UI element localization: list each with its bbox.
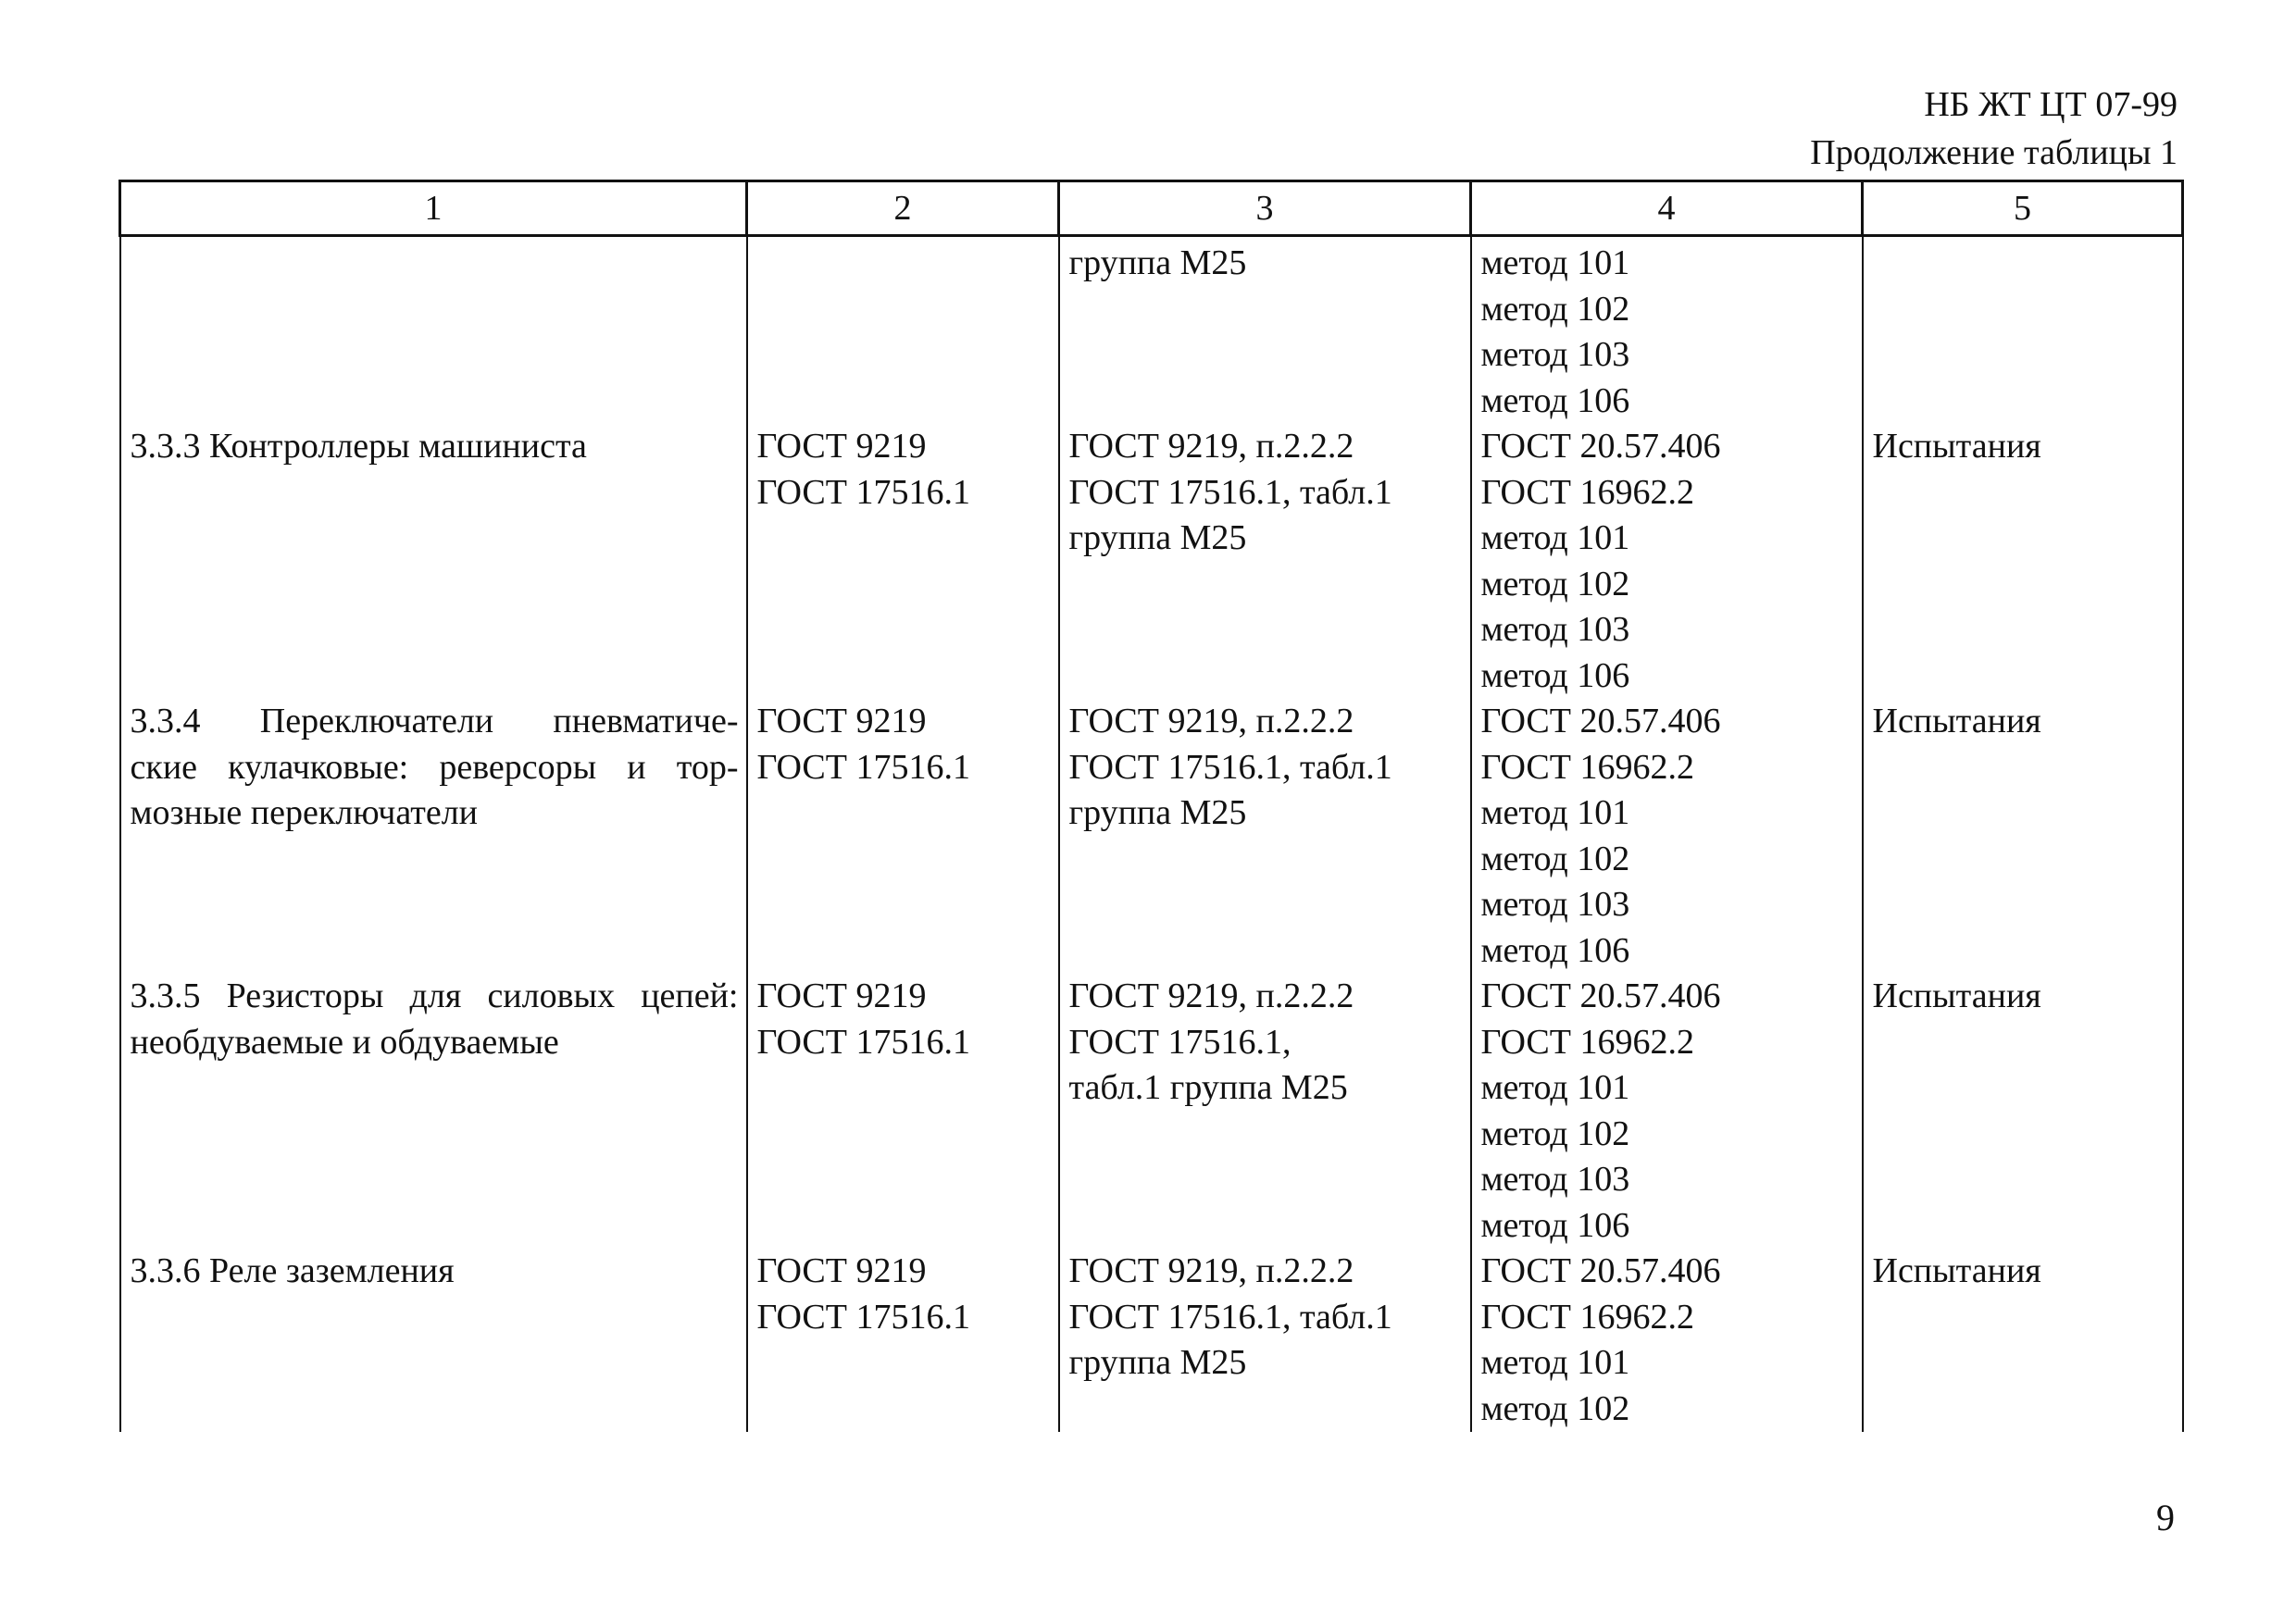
cell-item — [120, 974, 747, 1249]
cell-standard — [747, 1249, 1059, 1432]
cell-line: ГОСТ 17516.1, табл.1 — [1068, 747, 1392, 787]
cell-line: ГОСТ 17516.1, табл.1 — [1068, 1297, 1392, 1337]
cell-line: табл.1 группа М25 — [1068, 1068, 1348, 1107]
cell-line: 3.3.5 Резисторы для силовых цепей: — [130, 976, 739, 1015]
cell-line: ГОСТ 16962.2 — [1480, 1297, 1694, 1337]
cell-line: 3.3.4 Переключатели пневматиче- — [130, 702, 739, 740]
cell-line: 3.3.6 Реле заземления — [130, 1251, 455, 1290]
cell-requirement — [1059, 1249, 1471, 1432]
cell-line: ГОСТ 17516.1 — [756, 1297, 970, 1337]
cell-line: метод 106 — [1480, 655, 1630, 695]
cell-line: ГОСТ 20.57.406 — [1480, 702, 1721, 740]
column-header: 3 — [1059, 181, 1471, 236]
page-number: 9 — [2156, 1497, 2175, 1538]
cell-control-type — [1863, 424, 2183, 699]
cell-line: ГОСТ 20.57.406 — [1480, 976, 1721, 1015]
cell-test-method — [1471, 424, 1863, 699]
cell-line: ГОСТ 9219, п.2.2.2 — [1068, 702, 1354, 740]
column-header: 2 — [747, 181, 1059, 236]
table-row — [120, 236, 2183, 425]
table-row — [120, 424, 2183, 699]
cell-item — [120, 236, 747, 425]
cell-line: группа М25 — [1068, 518, 1247, 557]
cell-line: ГОСТ 9219, п.2.2.2 — [1068, 976, 1354, 1015]
table-row — [120, 1249, 2183, 1432]
cell-line: ГОСТ 9219 — [756, 1251, 927, 1290]
cell-standard — [747, 236, 1059, 425]
cell-line: метод 102 — [1480, 289, 1630, 329]
cell-line: ГОСТ 9219 — [756, 702, 927, 740]
cell-line: ГОСТ 17516.1 — [756, 1022, 970, 1062]
cell-line: метод 102 — [1480, 564, 1630, 603]
cell-line: ские кулачковые: реверсоры и тор- — [130, 747, 739, 787]
cell-line: мозные переключатели — [130, 793, 478, 832]
table-header-row — [120, 181, 2183, 236]
cell-line: метод 102 — [1480, 1388, 1630, 1428]
cell-line: метод 106 — [1480, 930, 1630, 970]
cell-line: ГОСТ 20.57.406 — [1480, 427, 1721, 466]
cell-line: метод 101 — [1480, 243, 1630, 282]
cell-control-type — [1863, 236, 2183, 425]
cell-line: 3.3.3 Контроллеры машиниста — [130, 427, 587, 466]
cell-line: ГОСТ 16962.2 — [1480, 747, 1694, 787]
cell-line: метод 103 — [1480, 335, 1630, 374]
cell-line: метод 102 — [1480, 1113, 1630, 1153]
cell-line: ГОСТ 9219, п.2.2.2 — [1068, 1251, 1354, 1290]
cell-line: ГОСТ 9219 — [756, 976, 927, 1015]
cell-line: метод 106 — [1480, 380, 1630, 420]
requirements-table — [119, 180, 2184, 1432]
cell-test-method — [1471, 974, 1863, 1249]
cell-item — [120, 699, 747, 974]
cell-test-method — [1471, 699, 1863, 974]
document-code: НБ ЖТ ЦТ 07-99 — [1924, 85, 2177, 124]
cell-line: ГОСТ 17516.1 — [756, 747, 970, 787]
cell-line: ГОСТ 17516.1, — [1068, 1022, 1292, 1062]
cell-line: Испытания — [1872, 702, 2041, 740]
table-row — [120, 699, 2183, 974]
table-row — [120, 974, 2183, 1249]
table-continuation-label: Продолжение таблицы 1 — [1810, 133, 2177, 172]
cell-line: метод 103 — [1480, 1160, 1630, 1199]
cell-line: необдуваемые и обдуваемые — [130, 1022, 559, 1062]
cell-line: метод 102 — [1480, 839, 1630, 878]
cell-requirement — [1059, 974, 1471, 1249]
cell-line: ГОСТ 16962.2 — [1480, 472, 1694, 512]
cell-line: метод 101 — [1480, 518, 1630, 557]
cell-requirement — [1059, 699, 1471, 974]
cell-line: метод 101 — [1480, 1343, 1630, 1382]
cell-line: метод 101 — [1480, 793, 1630, 832]
cell-requirement — [1059, 236, 1471, 425]
cell-control-type — [1863, 1249, 2183, 1432]
cell-line: метод 103 — [1480, 885, 1630, 924]
cell-line: ГОСТ 17516.1 — [756, 472, 970, 512]
cell-control-type — [1863, 974, 2183, 1249]
cell-standard — [747, 974, 1059, 1249]
cell-line: метод 101 — [1480, 1068, 1630, 1107]
cell-item — [120, 424, 747, 699]
cell-item — [120, 1249, 747, 1432]
cell-line: группа М25 — [1068, 793, 1247, 832]
cell-test-method — [1471, 1249, 1863, 1432]
cell-line: ГОСТ 16962.2 — [1480, 1022, 1694, 1062]
column-header: 5 — [1863, 181, 2183, 236]
cell-line: метод 103 — [1480, 610, 1630, 649]
cell-requirement — [1059, 424, 1471, 699]
cell-line: группа М25 — [1068, 1343, 1247, 1382]
cell-standard — [747, 424, 1059, 699]
cell-line: Испытания — [1872, 427, 2041, 466]
cell-line: ГОСТ 9219, п.2.2.2 — [1068, 427, 1354, 466]
cell-line: группа М25 — [1068, 243, 1247, 282]
cell-line: ГОСТ 20.57.406 — [1480, 1251, 1721, 1290]
cell-control-type — [1863, 699, 2183, 974]
cell-line: ГОСТ 17516.1, табл.1 — [1068, 472, 1392, 512]
cell-line: Испытания — [1872, 1251, 2041, 1290]
cell-line: ГОСТ 9219 — [756, 427, 927, 466]
cell-test-method — [1471, 236, 1863, 425]
column-header: 1 — [120, 181, 747, 236]
cell-line: Испытания — [1872, 976, 2041, 1015]
cell-line: метод 106 — [1480, 1205, 1630, 1245]
column-header: 4 — [1471, 181, 1863, 236]
cell-standard — [747, 699, 1059, 974]
